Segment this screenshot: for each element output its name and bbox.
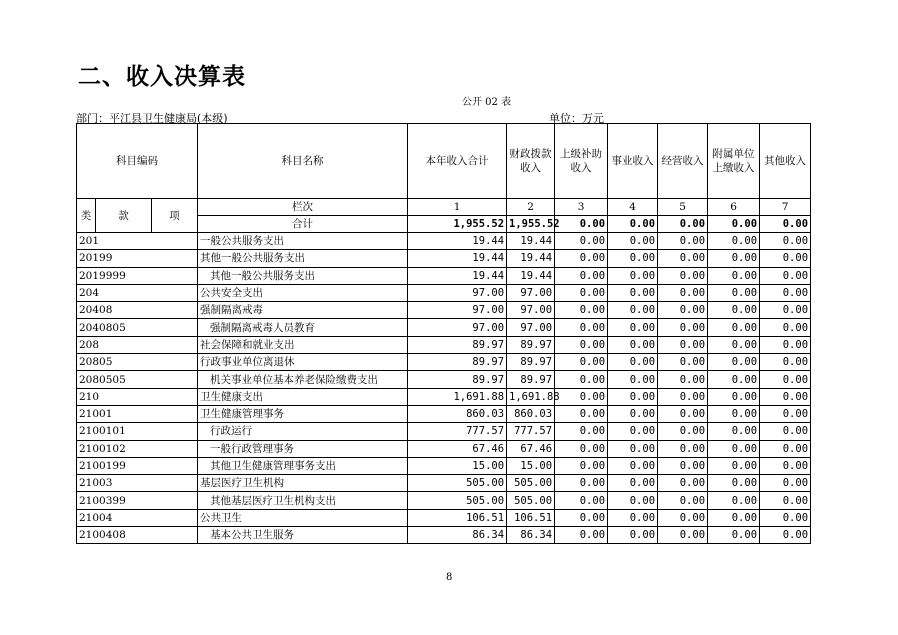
table-row [77,440,811,457]
row-value: 0.00 [760,250,811,267]
row-value: 0.00 [658,405,708,422]
row-code: 21004 [77,509,198,526]
row-value: 0.00 [708,527,760,544]
header-kuan: 款 [96,199,152,233]
col-number: 6 [708,199,760,216]
row-value: 0.00 [658,319,708,336]
row-name: 其他卫生健康管理事务支出 [198,457,408,474]
row-value: 0.00 [555,302,608,319]
row-value: 0.00 [608,354,658,371]
row-value: 86.34 [408,527,507,544]
row-code: 21003 [77,475,198,492]
table-row [77,527,811,544]
row-code: 208 [77,336,198,353]
table-row [77,423,811,440]
row-value: 0.00 [708,405,760,422]
row-value: 97.00 [408,284,507,301]
row-value: 0.00 [760,284,811,301]
row-value: 0.00 [658,423,708,440]
row-value: 0.00 [658,336,708,353]
department-label: 部门：平江县卫生健康局(本级) [76,112,228,125]
row-value: 0.00 [760,336,811,353]
row-value: 0.00 [555,354,608,371]
table-row [77,233,811,250]
row-value: 0.00 [760,302,811,319]
row-code: 2100102 [77,440,198,457]
row-code: 2080505 [77,371,198,388]
row-value: 19.44 [408,250,507,267]
row-value: 0.00 [608,423,658,440]
total-label: 合计 [198,216,408,233]
col-number: 4 [608,199,658,216]
row-value: 0.00 [708,267,760,284]
row-value: 0.00 [608,405,658,422]
row-value: 0.00 [708,492,760,509]
row-value: 0.00 [760,457,811,474]
row-value: 0.00 [708,233,760,250]
row-code: 204 [77,284,198,301]
row-value: 0.00 [608,440,658,457]
total-value: 0.00 [658,216,708,233]
row-value: 0.00 [760,405,811,422]
row-value: 0.00 [658,250,708,267]
row-value: 0.00 [658,527,708,544]
row-code: 20805 [77,354,198,371]
row-name: 强制隔离戒毒 [198,302,408,319]
row-value: 777.57 [408,423,507,440]
row-value: 0.00 [555,371,608,388]
table-row [77,475,811,492]
row-value: 0.00 [658,440,708,457]
row-value: 0.00 [658,388,708,405]
header-name: 科目名称 [198,124,408,199]
total-value: 0.00 [708,216,760,233]
row-value: 0.00 [608,336,658,353]
total-value: 0.00 [555,216,608,233]
row-value: 505.00 [408,492,507,509]
row-value: 0.00 [760,509,811,526]
row-value: 97.00 [507,284,555,301]
table-row [77,250,811,267]
row-value: 1,691.88 [408,388,507,405]
row-value: 15.00 [507,457,555,474]
row-value: 0.00 [555,440,608,457]
row-value: 0.00 [658,457,708,474]
row-code: 2100399 [77,492,198,509]
table-row [77,267,811,284]
table-row [77,388,811,405]
row-value: 97.00 [408,302,507,319]
row-code: 201 [77,233,198,250]
row-value: 0.00 [608,527,658,544]
header-col7: 其他收入 [760,124,811,199]
row-value: 19.44 [507,250,555,267]
row-value: 67.46 [507,440,555,457]
row-value: 0.00 [708,319,760,336]
row-value: 0.00 [708,371,760,388]
page-number: 8 [446,572,453,583]
row-value: 0.00 [760,440,811,457]
row-value: 0.00 [658,492,708,509]
row-value: 0.00 [708,423,760,440]
row-value: 0.00 [658,475,708,492]
row-value: 505.00 [408,475,507,492]
col-number: 7 [760,199,811,216]
row-value: 0.00 [708,336,760,353]
row-value: 106.51 [408,509,507,526]
row-name: 社会保障和就业支出 [198,336,408,353]
col-number: 5 [658,199,708,216]
header-col4: 事业收入 [608,124,658,199]
header-col3: 上级补助收入 [555,124,608,199]
row-value: 0.00 [708,475,760,492]
row-code: 2100101 [77,423,198,440]
row-value: 0.00 [555,423,608,440]
table-row [77,509,811,526]
table-row [77,492,811,509]
row-value: 89.97 [507,354,555,371]
row-value: 860.03 [408,405,507,422]
row-value: 97.00 [408,319,507,336]
row-name: 基层医疗卫生机构 [198,475,408,492]
row-value: 0.00 [760,423,811,440]
row-value: 0.00 [555,475,608,492]
row-name: 一般行政管理事务 [198,440,408,457]
row-value: 0.00 [555,527,608,544]
row-value: 0.00 [608,457,658,474]
header-col2: 财政拨款收入 [507,124,555,199]
row-value: 0.00 [555,509,608,526]
row-value: 0.00 [760,319,811,336]
col-number: 3 [555,199,608,216]
row-value: 19.44 [408,233,507,250]
table-row [77,319,811,336]
header-col5: 经营收入 [658,124,708,199]
row-value: 0.00 [555,388,608,405]
row-value: 89.97 [408,371,507,388]
table-body [77,233,811,544]
row-value: 89.97 [408,354,507,371]
row-value: 505.00 [507,475,555,492]
header-col6: 附属单位上缴收入 [708,124,760,199]
row-value: 0.00 [658,284,708,301]
row-value: 0.00 [658,509,708,526]
row-name: 其他基层医疗卫生机构支出 [198,492,408,509]
row-code: 210 [77,388,198,405]
row-value: 0.00 [658,233,708,250]
row-name: 其他一般公共服务支出 [198,250,408,267]
row-value: 0.00 [708,509,760,526]
row-value: 0.00 [555,336,608,353]
total-value: 1,955.52 [507,216,555,233]
table-row [77,302,811,319]
table-row [77,284,811,301]
row-value: 0.00 [555,492,608,509]
unit-label: 单位：万元 [549,112,604,125]
row-value: 89.97 [507,371,555,388]
row-value: 0.00 [658,371,708,388]
row-value: 0.00 [608,250,658,267]
row-name: 公共安全支出 [198,284,408,301]
row-value: 860.03 [507,405,555,422]
row-value: 0.00 [608,388,658,405]
income-table [76,123,811,544]
row-value: 0.00 [708,440,760,457]
row-value: 106.51 [507,509,555,526]
total-value: 0.00 [608,216,658,233]
row-value: 0.00 [555,405,608,422]
row-name: 机关事业单位基本养老保险缴费支出 [198,371,408,388]
row-value: 0.00 [608,371,658,388]
row-value: 0.00 [760,527,811,544]
row-name: 基本公共卫生服务 [198,527,408,544]
row-value: 0.00 [608,492,658,509]
row-value: 15.00 [408,457,507,474]
row-value: 505.00 [507,492,555,509]
total-value: 1,955.52 [408,216,507,233]
row-code: 20199 [77,250,198,267]
row-name: 强制隔离戒毒人员教育 [198,319,408,336]
row-name: 一般公共服务支出 [198,233,408,250]
row-value: 0.00 [608,319,658,336]
row-value: 0.00 [555,233,608,250]
row-value: 86.34 [507,527,555,544]
row-value: 0.00 [760,388,811,405]
row-value: 19.44 [408,267,507,284]
table-row [77,371,811,388]
row-value: 0.00 [608,267,658,284]
row-value: 19.44 [507,233,555,250]
row-value: 0.00 [608,233,658,250]
row-code: 2100199 [77,457,198,474]
row-value: 0.00 [708,284,760,301]
row-value: 0.00 [708,250,760,267]
row-value: 0.00 [608,284,658,301]
row-value: 0.00 [658,267,708,284]
header-xiang: 项 [152,199,198,233]
table-row [77,405,811,422]
row-value: 1,691.88 [507,388,555,405]
page-title: 二、收入决算表 [78,64,246,90]
row-code: 2019999 [77,267,198,284]
row-value: 0.00 [608,302,658,319]
row-value: 0.00 [760,371,811,388]
row-value: 0.00 [708,354,760,371]
table-row [77,354,811,371]
col-number: 2 [507,199,555,216]
total-value: 0.00 [760,216,811,233]
row-value: 89.97 [408,336,507,353]
row-value: 0.00 [658,302,708,319]
row-code: 21001 [77,405,198,422]
table-code: 公开 02 表 [462,97,512,108]
row-value: 0.00 [608,509,658,526]
row-value: 0.00 [760,267,811,284]
row-name: 卫生健康支出 [198,388,408,405]
row-value: 0.00 [760,492,811,509]
row-name: 其他一般公共服务支出 [198,267,408,284]
row-value: 97.00 [507,319,555,336]
row-code: 2040805 [77,319,198,336]
row-value: 0.00 [608,475,658,492]
row-code: 20408 [77,302,198,319]
row-value: 777.57 [507,423,555,440]
row-name: 公共卫生 [198,509,408,526]
row-value: 89.97 [507,336,555,353]
row-name: 卫生健康管理事务 [198,405,408,422]
row-value: 0.00 [555,284,608,301]
row-value: 0.00 [760,475,811,492]
table-row [77,457,811,474]
row-value: 0.00 [555,457,608,474]
row-value: 0.00 [555,319,608,336]
header-lanci: 栏次 [198,199,408,216]
row-code: 2100408 [77,527,198,544]
row-value: 97.00 [507,302,555,319]
row-name: 行政运行 [198,423,408,440]
row-value: 0.00 [760,354,811,371]
row-value: 0.00 [555,250,608,267]
row-value: 0.00 [555,267,608,284]
row-value: 0.00 [708,302,760,319]
table-row [77,336,811,353]
header-code: 科目编码 [77,124,198,199]
row-value: 0.00 [658,354,708,371]
row-value: 67.46 [408,440,507,457]
row-value: 0.00 [760,233,811,250]
header-lei: 类 [77,199,96,233]
row-value: 0.00 [708,457,760,474]
row-value: 0.00 [708,388,760,405]
col-number: 1 [408,199,507,216]
row-name: 行政事业单位离退休 [198,354,408,371]
header-col1: 本年收入合计 [408,124,507,199]
row-value: 19.44 [507,267,555,284]
